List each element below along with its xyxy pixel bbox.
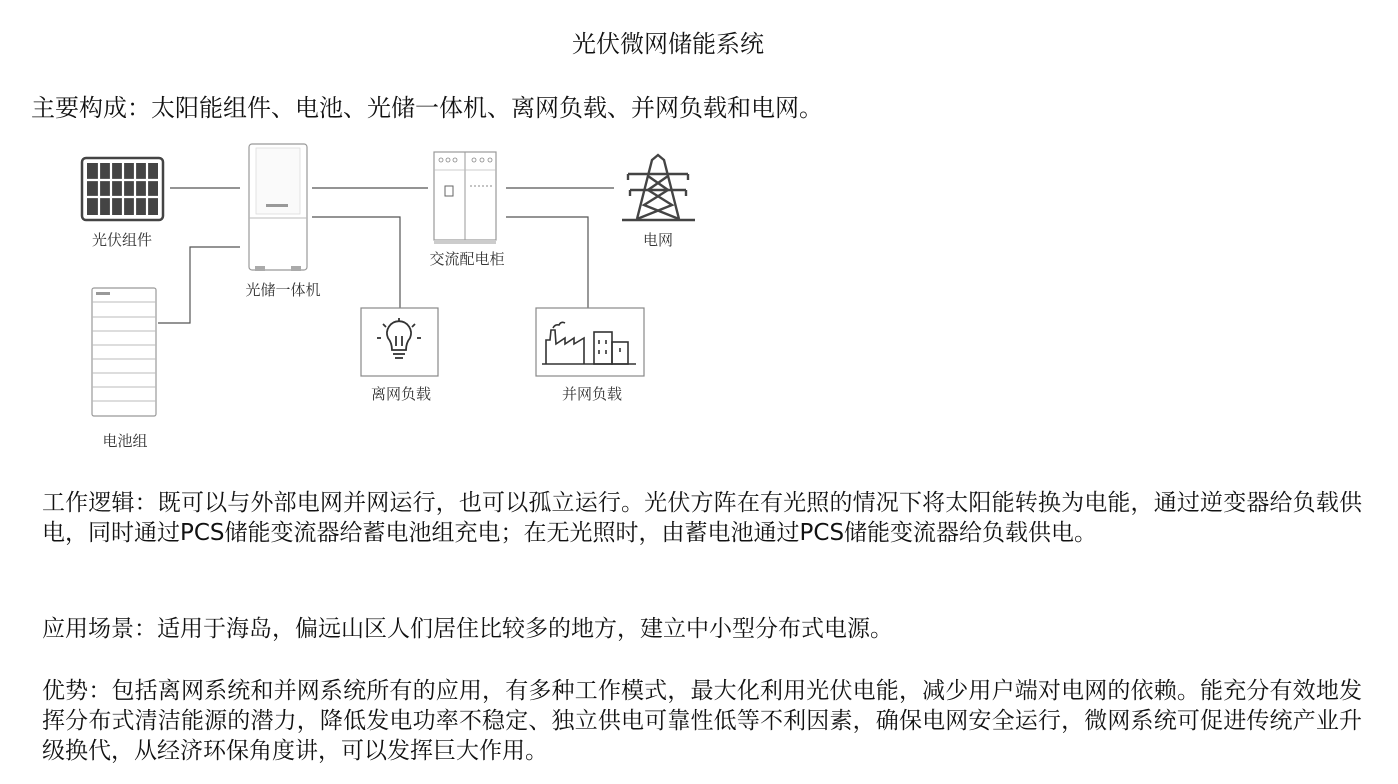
system-diagram — [0, 130, 760, 460]
scenario-paragraph: 应用场景：适用于海岛，偏远山区人们居住比较多的地方，建立中小型分布式电源。 — [42, 616, 893, 642]
label-ac-cabinet: 交流配电柜 — [429, 250, 505, 268]
line-cabinet-ongrid — [506, 217, 588, 308]
advantage-paragraph: 优势：包括离网系统和并网系统所有的应用，有多种工作模式，最大化利用光伏电能，减少用户端对电网的依赖。能充分有效地发挥分布式清洁能源的潜力，降低发电功率不稳定、独立供电可靠性低等不利因素，确保电网安全运行，微网系统可促进传统产业升级换代，从经济环保角度讲，可以发挥巨大作用。 — [42, 678, 1362, 764]
label-battery: 电池组 — [102, 432, 148, 450]
intro-text: 主要构成：太阳能组件、电池、光储一体机、离网负载、并网负载和电网。 — [31, 94, 823, 122]
solar-panel-icon — [82, 158, 163, 220]
label-inverter: 光储一体机 — [245, 281, 321, 299]
ongrid-load-box — [536, 308, 644, 376]
label-grid: 电网 — [642, 231, 674, 249]
label-offgrid-load: 离网负载 — [370, 385, 432, 403]
power-tower-icon — [622, 155, 695, 220]
offgrid-load-box — [361, 308, 438, 376]
cabinet-icon — [434, 152, 496, 244]
battery-stack-icon — [92, 288, 156, 416]
logic-paragraph: 工作逻辑：既可以与外部电网并网运行，也可以孤立运行。光伏方阵在有光照的情况下将太阳能转换为电能，通过逆变器给负载供电，同时通过PCS储能变流器给蓄电池组充电；在无光照时，由蓄电池通过PCS储能变流器给负载供电。 — [42, 490, 1362, 546]
label-pv-module: 光伏组件 — [91, 231, 153, 249]
connection-lines — [158, 188, 614, 323]
line-battery-inverter — [158, 247, 240, 323]
page-title: 光伏微网储能系统 — [572, 30, 764, 58]
inverter-icon — [249, 144, 307, 271]
label-ongrid-load: 并网负载 — [561, 385, 623, 403]
line-inverter-offgrid — [312, 217, 400, 308]
